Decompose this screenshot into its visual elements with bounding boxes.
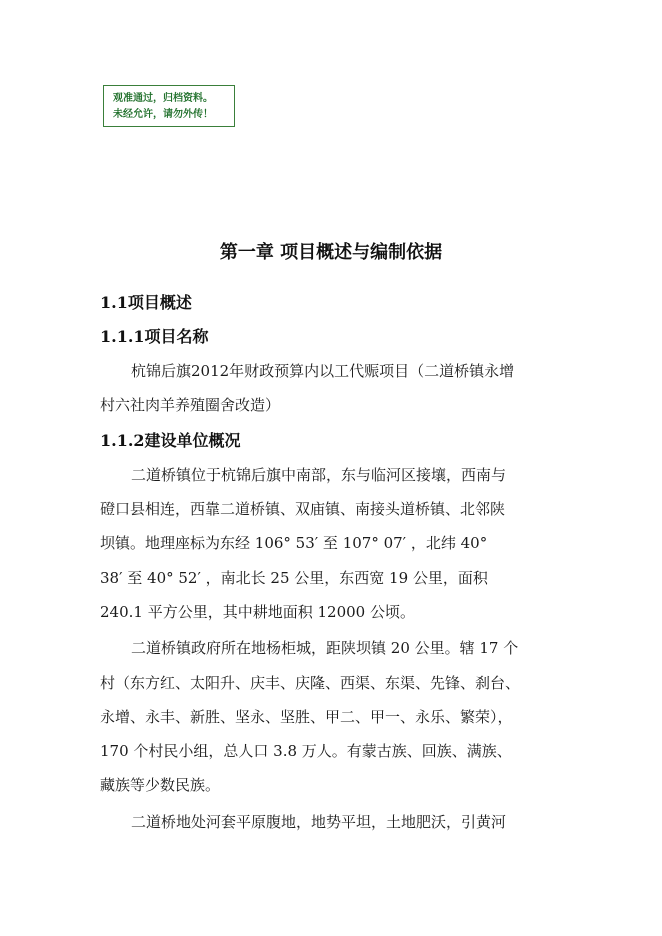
paragraph-line: 170 个村民小组，总人口 3.8 万人。有蒙古族、回族、满族、 — [100, 742, 512, 760]
paragraph-line: 240.1 平方公里，其中耕地面积 12000 公顷。 — [100, 603, 415, 621]
section-heading-1-1-2: 1.1.2建设单位概况 — [100, 431, 241, 450]
paragraph-line: 二道桥镇位于杭锦后旗中南部，东与临河区接壤，西南与 — [131, 466, 507, 484]
stamp-line-1: 观准通过，归档资料。 — [113, 93, 213, 104]
chapter-title: 第一章 项目概述与编制依据 — [219, 242, 443, 263]
paragraph-line: 藏族等少数民族。 — [100, 776, 221, 794]
paragraph-line: 村六社肉羊养殖圈舍改造） — [100, 396, 281, 414]
section-heading-1-1: 1.1项目概述 — [100, 293, 192, 312]
paragraph-line: 磴口县相连，西靠二道桥镇、双庙镇、南接头道桥镇、北邻陕 — [100, 500, 506, 518]
approval-stamp — [103, 85, 235, 127]
paragraph-line: 二道桥地处河套平原腹地，地势平坦，土地肥沃，引黄河 — [131, 813, 507, 831]
paragraph-line: 永增、永丰、新胜、坚永、坚胜、甲二、甲一、永乐、繁荣）， — [100, 708, 513, 726]
stamp-line-2: 未经允许，请勿外传！ — [113, 109, 213, 120]
paragraph-line: 二道桥镇政府所在地杨柜城，距陕坝镇 20 公里。辖 17 个 — [131, 639, 519, 657]
paragraph-line: 38′ 至 40° 52′ ，南北长 25 公里，东西宽 19 公里，面积 — [100, 569, 488, 587]
paragraph-line: 村（东方红、太阳升、庆丰、庆隆、西渠、东渠、先锋、刹台、 — [100, 674, 521, 692]
paragraph-line: 坝镇。地理座标为东经 106° 53′ 至 107° 07′ ，北纬 40° — [100, 534, 488, 552]
paragraph-line: 杭锦后旗2012年财政预算内以工代赈项目（二道桥镇永增 — [131, 362, 515, 380]
section-heading-1-1-1: 1.1.1项目名称 — [100, 327, 209, 346]
